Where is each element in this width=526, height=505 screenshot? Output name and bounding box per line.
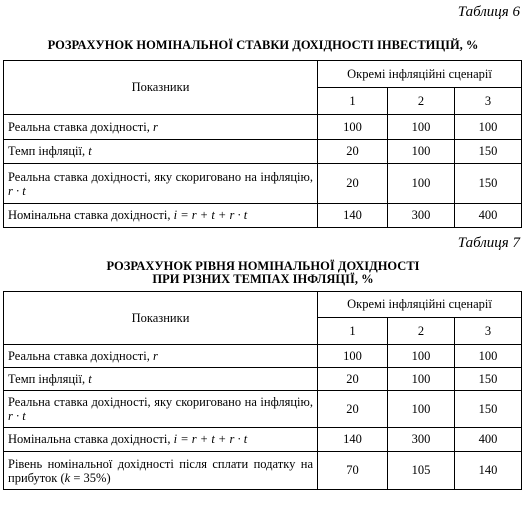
table7-header-scenarios: Окремі інфляційні сценарії [318, 292, 522, 318]
cell-value: 100 [388, 164, 455, 204]
table7-col-3: 3 [455, 318, 522, 345]
table-row [4, 391, 522, 428]
cell-value: 100 [455, 115, 522, 140]
cell-value: 100 [388, 115, 455, 140]
cell-value: 100 [455, 345, 522, 368]
table7-title-line2: ПРИ РІЗНИХ ТЕМПАХ ІНФЛЯЦІЇ, % [152, 272, 374, 286]
cell-value: 150 [455, 391, 522, 428]
table-row [4, 452, 522, 490]
row-label: Номінальна ставка дохідності, i = r + t + r · t [4, 428, 318, 452]
table-row [4, 428, 522, 452]
row-label: Номінальна ставка дохідності, i = r + t + r · t [4, 204, 318, 228]
cell-value: 20 [318, 164, 388, 204]
table-row [4, 115, 522, 140]
cell-value: 150 [455, 164, 522, 204]
cell-value: 100 [388, 368, 455, 391]
table6 [3, 60, 522, 228]
table7-header-indicators: Показники [4, 292, 318, 345]
cell-value: 100 [388, 345, 455, 368]
cell-value: 400 [455, 204, 522, 228]
cell-value: 105 [388, 452, 455, 490]
row-label: Рівень номінальної дохідності після сплати податку на прибуток (k = 35%) [4, 452, 318, 490]
table-row [4, 345, 522, 368]
table6-header-indicators: Показники [4, 61, 318, 115]
cell-value: 20 [318, 368, 388, 391]
table6-col-1: 1 [318, 88, 388, 115]
cell-value: 100 [318, 115, 388, 140]
row-label: Реальна ставка дохідності, r [4, 115, 318, 140]
table6-number: Таблиця 6 [457, 4, 520, 20]
row-label: Темп інфляції, t [4, 140, 318, 164]
row-label: Реальна ставка дохідності, яку скориговано на інфляцію, r · t [4, 391, 318, 428]
cell-value: 400 [455, 428, 522, 452]
cell-value: 150 [455, 368, 522, 391]
cell-value: 140 [455, 452, 522, 490]
table6-title: РОЗРАХУНОК НОМІНАЛЬНОЇ СТАВКИ ДОХІДНОСТІ ІНВЕСТИЦІЙ, % [47, 38, 479, 52]
table6-header-scenarios: Окремі інфляційні сценарії [318, 61, 522, 88]
table7-col-2: 2 [388, 318, 455, 345]
table-row [4, 140, 522, 164]
cell-value: 100 [318, 345, 388, 368]
table-row [4, 368, 522, 391]
table7-number: Таблиця 7 [457, 235, 520, 251]
cell-value: 140 [318, 428, 388, 452]
row-label: Темп інфляції, t [4, 368, 318, 391]
row-label: Реальна ставка дохідності, яку скориговано на інфляцію, r · t [4, 164, 318, 204]
row-label: Реальна ставка дохідності, r [4, 345, 318, 368]
table7-title-line1: РОЗРАХУНОК РІВНЯ НОМІНАЛЬНОЇ ДОХІДНОСТІ [106, 259, 420, 273]
table-row [4, 164, 522, 204]
cell-value: 20 [318, 140, 388, 164]
table6-col-2: 2 [388, 88, 455, 115]
cell-value: 100 [388, 140, 455, 164]
cell-value: 300 [388, 204, 455, 228]
cell-value: 300 [388, 428, 455, 452]
cell-value: 100 [388, 391, 455, 428]
table-row [4, 204, 522, 228]
cell-value: 20 [318, 391, 388, 428]
table6-col-3: 3 [455, 88, 522, 115]
cell-value: 150 [455, 140, 522, 164]
table7 [3, 291, 522, 490]
table7-col-1: 1 [318, 318, 388, 345]
cell-value: 70 [318, 452, 388, 490]
cell-value: 140 [318, 204, 388, 228]
